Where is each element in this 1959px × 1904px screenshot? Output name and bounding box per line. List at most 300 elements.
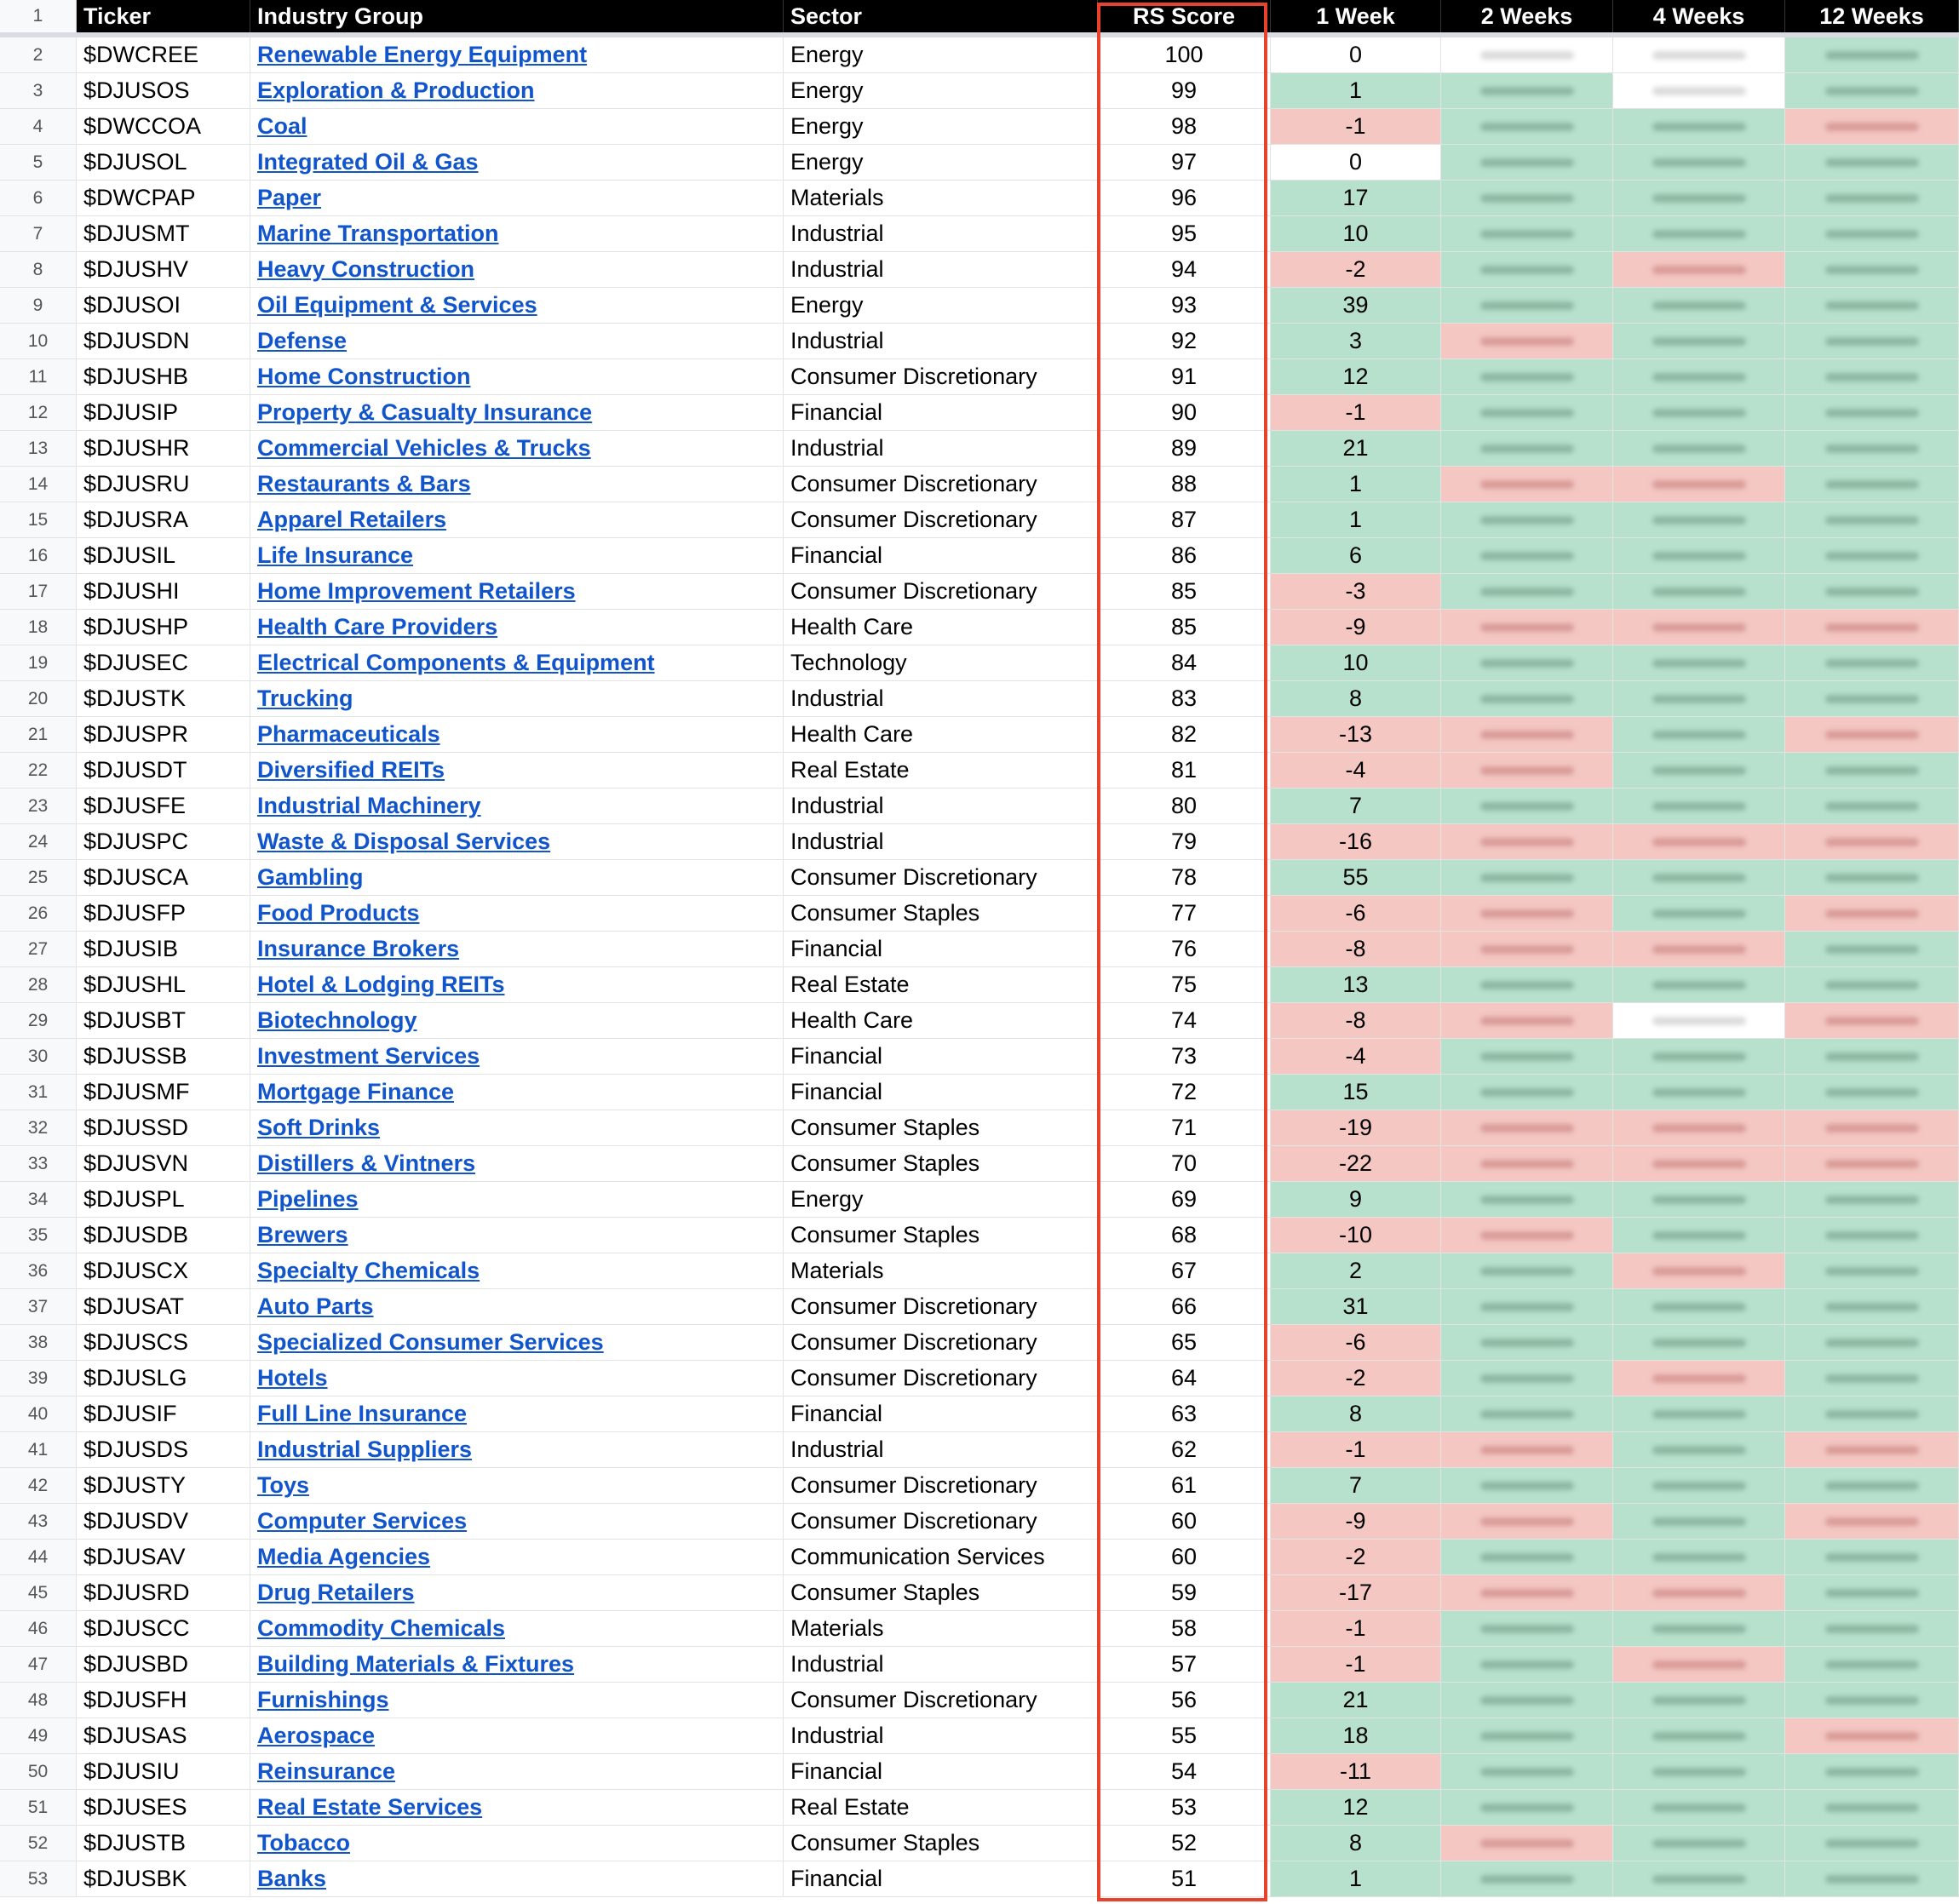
week-2-blurred-cell[interactable] [1441, 37, 1613, 72]
week-4-blurred-cell[interactable] [1613, 1861, 1785, 1896]
ticker-cell[interactable]: $DJUSMF [77, 1075, 250, 1110]
industry-group-link[interactable]: Exploration & Production [257, 77, 535, 103]
ticker-cell[interactable]: $DJUSRA [77, 502, 250, 537]
week-4-blurred-cell[interactable] [1613, 967, 1785, 1002]
rs-score-cell[interactable]: 51 [1098, 1861, 1271, 1896]
industry-group-link[interactable]: Diversified REITs [257, 757, 445, 783]
rs-score-cell[interactable]: 56 [1098, 1683, 1271, 1718]
row-number[interactable]: 32 [0, 1110, 77, 1145]
industry-group-cell[interactable] [250, 252, 784, 287]
rs-score-cell[interactable]: 95 [1098, 216, 1271, 251]
week-2-blurred-cell[interactable] [1441, 717, 1613, 752]
week-12-blurred-cell[interactable] [1785, 252, 1959, 287]
sector-cell[interactable]: Consumer Staples [784, 1218, 1098, 1253]
week-4-blurred-cell[interactable] [1613, 1647, 1785, 1682]
week-12-blurred-cell[interactable] [1785, 574, 1959, 609]
ticker-cell[interactable]: $DJUSFP [77, 896, 250, 931]
week-12-blurred-cell[interactable] [1785, 717, 1959, 752]
industry-group-link[interactable]: Pharmaceuticals [257, 721, 440, 747]
sector-cell[interactable]: Industrial [784, 1432, 1098, 1467]
industry-group-cell[interactable] [250, 1718, 784, 1753]
row-number[interactable]: 42 [0, 1468, 77, 1503]
week-2-blurred-cell[interactable] [1441, 502, 1613, 537]
week-4-blurred-cell[interactable] [1613, 824, 1785, 859]
week-2-blurred-cell[interactable] [1441, 288, 1613, 323]
row-number[interactable]: 51 [0, 1790, 77, 1825]
rs-score-cell[interactable]: 80 [1098, 789, 1271, 823]
row-number[interactable]: 5 [0, 145, 77, 180]
ticker-cell[interactable]: $DJUSAT [77, 1289, 250, 1324]
week-1-change-cell[interactable]: -6 [1271, 896, 1441, 931]
row-number[interactable]: 27 [0, 932, 77, 966]
week-2-blurred-cell[interactable] [1441, 1110, 1613, 1145]
row-number[interactable]: 52 [0, 1826, 77, 1861]
industry-group-link[interactable]: Tobacco [257, 1830, 351, 1855]
industry-group-cell[interactable] [250, 324, 784, 358]
row-number[interactable]: 37 [0, 1289, 77, 1324]
week-1-change-cell[interactable]: 3 [1271, 324, 1441, 358]
week-2-blurred-cell[interactable] [1441, 681, 1613, 716]
week-2-blurred-cell[interactable] [1441, 896, 1613, 931]
week-1-change-cell[interactable]: 12 [1271, 1790, 1441, 1825]
ticker-cell[interactable]: $DJUSHR [77, 431, 250, 466]
ticker-cell[interactable]: $DJUSDT [77, 753, 250, 788]
industry-group-cell[interactable] [250, 1075, 784, 1110]
rs-score-cell[interactable]: 61 [1098, 1468, 1271, 1503]
sector-cell[interactable]: Financial [784, 1861, 1098, 1896]
rs-score-cell[interactable]: 74 [1098, 1003, 1271, 1038]
week-2-blurred-cell[interactable] [1441, 1611, 1613, 1646]
industry-group-cell[interactable] [250, 681, 784, 716]
week-1-change-cell[interactable]: 21 [1271, 1683, 1441, 1718]
rs-score-cell[interactable]: 93 [1098, 288, 1271, 323]
header-1-week[interactable]: 1 Week [1271, 0, 1441, 32]
row-number[interactable]: 18 [0, 610, 77, 645]
week-2-blurred-cell[interactable] [1441, 967, 1613, 1002]
week-1-change-cell[interactable]: -2 [1271, 252, 1441, 287]
row-number[interactable]: 1 [0, 0, 77, 32]
week-12-blurred-cell[interactable] [1785, 1218, 1959, 1253]
week-1-change-cell[interactable]: -2 [1271, 1540, 1441, 1574]
rs-score-cell[interactable]: 100 [1098, 37, 1271, 72]
week-4-blurred-cell[interactable] [1613, 431, 1785, 466]
industry-group-link[interactable]: Distillers & Vintners [257, 1150, 476, 1176]
ticker-cell[interactable]: $DJUSDS [77, 1432, 250, 1467]
industry-group-cell[interactable] [250, 1146, 784, 1181]
sector-cell[interactable]: Industrial [784, 252, 1098, 287]
week-12-blurred-cell[interactable] [1785, 324, 1959, 358]
week-2-blurred-cell[interactable] [1441, 753, 1613, 788]
industry-group-cell[interactable] [250, 1504, 784, 1539]
week-2-blurred-cell[interactable] [1441, 1218, 1613, 1253]
week-1-change-cell[interactable]: 1 [1271, 502, 1441, 537]
week-12-blurred-cell[interactable] [1785, 467, 1959, 502]
industry-group-link[interactable]: Insurance Brokers [257, 936, 460, 961]
ticker-cell[interactable]: $DJUSSD [77, 1110, 250, 1145]
week-1-change-cell[interactable]: 12 [1271, 359, 1441, 394]
industry-group-link[interactable]: Real Estate Services [257, 1794, 483, 1820]
industry-group-cell[interactable] [250, 1575, 784, 1610]
week-2-blurred-cell[interactable] [1441, 538, 1613, 573]
rs-score-cell[interactable]: 76 [1098, 932, 1271, 966]
rs-score-cell[interactable]: 54 [1098, 1754, 1271, 1789]
week-2-blurred-cell[interactable] [1441, 467, 1613, 502]
week-12-blurred-cell[interactable] [1785, 1575, 1959, 1610]
week-2-blurred-cell[interactable] [1441, 1396, 1613, 1431]
row-number[interactable]: 3 [0, 73, 77, 108]
header-rs-score[interactable]: RS Score [1098, 0, 1271, 32]
industry-group-link[interactable]: Specialty Chemicals [257, 1258, 480, 1283]
industry-group-link[interactable]: Property & Casualty Insurance [257, 399, 593, 425]
week-12-blurred-cell[interactable] [1785, 502, 1959, 537]
rs-score-cell[interactable]: 68 [1098, 1218, 1271, 1253]
ticker-cell[interactable]: $DJUSDB [77, 1218, 250, 1253]
week-1-change-cell[interactable]: 13 [1271, 967, 1441, 1002]
header-12-weeks[interactable]: 12 Weeks [1785, 0, 1959, 32]
ticker-cell[interactable]: $DWCCOA [77, 109, 250, 144]
sector-cell[interactable]: Consumer Discretionary [784, 1289, 1098, 1324]
industry-group-link[interactable]: Home Construction [257, 364, 471, 389]
week-4-blurred-cell[interactable] [1613, 1003, 1785, 1038]
week-1-change-cell[interactable]: -9 [1271, 610, 1441, 645]
ticker-cell[interactable]: $DJUSEC [77, 645, 250, 680]
week-2-blurred-cell[interactable] [1441, 645, 1613, 680]
industry-group-link[interactable]: Renewable Energy Equipment [257, 42, 588, 67]
week-12-blurred-cell[interactable] [1785, 145, 1959, 180]
row-number[interactable]: 12 [0, 395, 77, 430]
sector-cell[interactable]: Real Estate [784, 1790, 1098, 1825]
week-2-blurred-cell[interactable] [1441, 1540, 1613, 1574]
week-2-blurred-cell[interactable] [1441, 252, 1613, 287]
sector-cell[interactable]: Energy [784, 145, 1098, 180]
industry-group-cell[interactable] [250, 1432, 784, 1467]
rs-score-cell[interactable]: 85 [1098, 610, 1271, 645]
industry-group-link[interactable]: Waste & Disposal Services [257, 829, 551, 854]
sector-cell[interactable]: Technology [784, 645, 1098, 680]
ticker-cell[interactable]: $DJUSMT [77, 216, 250, 251]
industry-group-cell[interactable] [250, 1182, 784, 1217]
row-number[interactable]: 24 [0, 824, 77, 859]
industry-group-link[interactable]: Health Care Providers [257, 614, 498, 639]
week-4-blurred-cell[interactable] [1613, 610, 1785, 645]
industry-group-link[interactable]: Defense [257, 328, 348, 353]
week-4-blurred-cell[interactable] [1613, 1039, 1785, 1074]
week-2-blurred-cell[interactable] [1441, 1361, 1613, 1396]
week-12-blurred-cell[interactable] [1785, 1325, 1959, 1360]
week-2-blurred-cell[interactable] [1441, 395, 1613, 430]
week-1-change-cell[interactable]: -1 [1271, 1611, 1441, 1646]
sector-cell[interactable]: Consumer Staples [784, 1826, 1098, 1861]
sector-cell[interactable]: Consumer Discretionary [784, 1325, 1098, 1360]
week-12-blurred-cell[interactable] [1785, 1396, 1959, 1431]
week-4-blurred-cell[interactable] [1613, 1575, 1785, 1610]
week-12-blurred-cell[interactable] [1785, 1146, 1959, 1181]
industry-group-link[interactable]: Aerospace [257, 1723, 376, 1748]
rs-score-cell[interactable]: 91 [1098, 359, 1271, 394]
week-4-blurred-cell[interactable] [1613, 145, 1785, 180]
row-number[interactable]: 10 [0, 324, 77, 358]
header-sector[interactable]: Sector [784, 0, 1098, 32]
week-1-change-cell[interactable]: 39 [1271, 288, 1441, 323]
week-4-blurred-cell[interactable] [1613, 1325, 1785, 1360]
industry-group-cell[interactable] [250, 1647, 784, 1682]
sector-cell[interactable]: Industrial [784, 681, 1098, 716]
sector-cell[interactable]: Consumer Discretionary [784, 1683, 1098, 1718]
sector-cell[interactable]: Consumer Discretionary [784, 574, 1098, 609]
sector-cell[interactable]: Real Estate [784, 967, 1098, 1002]
row-number[interactable]: 29 [0, 1003, 77, 1038]
week-1-change-cell[interactable]: -17 [1271, 1575, 1441, 1610]
sector-cell[interactable]: Industrial [784, 216, 1098, 251]
week-4-blurred-cell[interactable] [1613, 1361, 1785, 1396]
rs-score-cell[interactable]: 64 [1098, 1361, 1271, 1396]
industry-group-link[interactable]: Hotels [257, 1365, 328, 1391]
week-4-blurred-cell[interactable] [1613, 574, 1785, 609]
rs-score-cell[interactable]: 85 [1098, 574, 1271, 609]
week-1-change-cell[interactable]: -11 [1271, 1754, 1441, 1789]
sector-cell[interactable]: Communication Services [784, 1540, 1098, 1574]
week-12-blurred-cell[interactable] [1785, 860, 1959, 895]
ticker-cell[interactable]: $DJUSPR [77, 717, 250, 752]
row-number[interactable]: 47 [0, 1647, 77, 1682]
week-12-blurred-cell[interactable] [1785, 216, 1959, 251]
week-4-blurred-cell[interactable] [1613, 1432, 1785, 1467]
rs-score-cell[interactable]: 73 [1098, 1039, 1271, 1074]
ticker-cell[interactable]: $DJUSES [77, 1790, 250, 1825]
rs-score-cell[interactable]: 92 [1098, 324, 1271, 358]
week-1-change-cell[interactable]: -19 [1271, 1110, 1441, 1145]
industry-group-cell[interactable] [250, 896, 784, 931]
industry-group-cell[interactable] [250, 1540, 784, 1574]
week-4-blurred-cell[interactable] [1613, 1075, 1785, 1110]
row-number[interactable]: 6 [0, 181, 77, 215]
row-number[interactable]: 9 [0, 288, 77, 323]
week-1-change-cell[interactable]: 21 [1271, 431, 1441, 466]
row-number[interactable]: 7 [0, 216, 77, 251]
week-4-blurred-cell[interactable] [1613, 1540, 1785, 1574]
row-number[interactable]: 50 [0, 1754, 77, 1789]
week-4-blurred-cell[interactable] [1613, 789, 1785, 823]
week-12-blurred-cell[interactable] [1785, 359, 1959, 394]
industry-group-link[interactable]: Specialized Consumer Services [257, 1329, 604, 1355]
week-1-change-cell[interactable]: -13 [1271, 717, 1441, 752]
industry-group-link[interactable]: Paper [257, 185, 322, 210]
week-4-blurred-cell[interactable] [1613, 1253, 1785, 1288]
rs-score-cell[interactable]: 78 [1098, 860, 1271, 895]
week-12-blurred-cell[interactable] [1785, 1504, 1959, 1539]
header-2-weeks[interactable]: 2 Weeks [1441, 0, 1613, 32]
rs-score-cell[interactable]: 66 [1098, 1289, 1271, 1324]
ticker-cell[interactable]: $DJUSBK [77, 1861, 250, 1896]
industry-group-cell[interactable] [250, 359, 784, 394]
week-1-change-cell[interactable]: -16 [1271, 824, 1441, 859]
rs-score-cell[interactable]: 86 [1098, 538, 1271, 573]
industry-group-cell[interactable] [250, 1110, 784, 1145]
week-1-change-cell[interactable]: -8 [1271, 1003, 1441, 1038]
sector-cell[interactable]: Consumer Staples [784, 1110, 1098, 1145]
ticker-cell[interactable]: $DJUSSB [77, 1039, 250, 1074]
week-2-blurred-cell[interactable] [1441, 1075, 1613, 1110]
industry-group-link[interactable]: Furnishings [257, 1687, 389, 1712]
row-number[interactable]: 40 [0, 1396, 77, 1431]
week-12-blurred-cell[interactable] [1785, 1611, 1959, 1646]
week-4-blurred-cell[interactable] [1613, 324, 1785, 358]
week-2-blurred-cell[interactable] [1441, 1289, 1613, 1324]
rs-score-cell[interactable]: 83 [1098, 681, 1271, 716]
industry-group-link[interactable]: Computer Services [257, 1508, 468, 1534]
week-2-blurred-cell[interactable] [1441, 1182, 1613, 1217]
week-12-blurred-cell[interactable] [1785, 1432, 1959, 1467]
week-1-change-cell[interactable]: -3 [1271, 574, 1441, 609]
ticker-cell[interactable]: $DJUSFE [77, 789, 250, 823]
row-number[interactable]: 15 [0, 502, 77, 537]
ticker-cell[interactable]: $DJUSVN [77, 1146, 250, 1181]
week-1-change-cell[interactable]: 8 [1271, 1396, 1441, 1431]
industry-group-link[interactable]: Home Improvement Retailers [257, 578, 576, 604]
week-12-blurred-cell[interactable] [1785, 1683, 1959, 1718]
week-4-blurred-cell[interactable] [1613, 645, 1785, 680]
week-4-blurred-cell[interactable] [1613, 1504, 1785, 1539]
industry-group-link[interactable]: Oil Equipment & Services [257, 292, 537, 318]
week-1-change-cell[interactable]: 8 [1271, 1826, 1441, 1861]
ticker-cell[interactable]: $DJUSDV [77, 1504, 250, 1539]
industry-group-cell[interactable] [250, 73, 784, 108]
week-1-change-cell[interactable]: -2 [1271, 1361, 1441, 1396]
row-number[interactable]: 16 [0, 538, 77, 573]
industry-group-link[interactable]: Gambling [257, 864, 364, 890]
sector-cell[interactable]: Consumer Staples [784, 1575, 1098, 1610]
row-number[interactable]: 53 [0, 1861, 77, 1896]
rs-score-cell[interactable]: 97 [1098, 145, 1271, 180]
ticker-cell[interactable]: $DJUSIF [77, 1396, 250, 1431]
industry-group-cell[interactable] [250, 1361, 784, 1396]
week-4-blurred-cell[interactable] [1613, 1468, 1785, 1503]
industry-group-cell[interactable] [250, 538, 784, 573]
week-2-blurred-cell[interactable] [1441, 1754, 1613, 1789]
week-2-blurred-cell[interactable] [1441, 1647, 1613, 1682]
sector-cell[interactable]: Industrial [784, 431, 1098, 466]
week-4-blurred-cell[interactable] [1613, 216, 1785, 251]
week-2-blurred-cell[interactable] [1441, 1325, 1613, 1360]
industry-group-cell[interactable] [250, 109, 784, 144]
industry-group-link[interactable]: Media Agencies [257, 1544, 431, 1569]
week-2-blurred-cell[interactable] [1441, 1683, 1613, 1718]
industry-group-cell[interactable] [250, 288, 784, 323]
row-number[interactable]: 22 [0, 753, 77, 788]
week-12-blurred-cell[interactable] [1785, 1361, 1959, 1396]
week-4-blurred-cell[interactable] [1613, 1146, 1785, 1181]
rs-score-cell[interactable]: 60 [1098, 1540, 1271, 1574]
row-number[interactable]: 43 [0, 1504, 77, 1539]
week-4-blurred-cell[interactable] [1613, 359, 1785, 394]
week-2-blurred-cell[interactable] [1441, 145, 1613, 180]
rs-score-cell[interactable]: 88 [1098, 467, 1271, 502]
industry-group-cell[interactable] [250, 181, 784, 215]
industry-group-cell[interactable] [250, 1003, 784, 1038]
week-4-blurred-cell[interactable] [1613, 538, 1785, 573]
row-number[interactable]: 30 [0, 1039, 77, 1074]
week-2-blurred-cell[interactable] [1441, 574, 1613, 609]
week-4-blurred-cell[interactable] [1613, 37, 1785, 72]
industry-group-cell[interactable] [250, 860, 784, 895]
industry-group-link[interactable]: Trucking [257, 685, 353, 711]
week-4-blurred-cell[interactable] [1613, 932, 1785, 966]
ticker-cell[interactable]: $DJUSIP [77, 395, 250, 430]
week-1-change-cell[interactable]: -9 [1271, 1504, 1441, 1539]
row-number[interactable]: 14 [0, 467, 77, 502]
rs-score-cell[interactable]: 53 [1098, 1790, 1271, 1825]
week-12-blurred-cell[interactable] [1785, 1003, 1959, 1038]
rs-score-cell[interactable]: 99 [1098, 73, 1271, 108]
industry-group-link[interactable]: Apparel Retailers [257, 507, 447, 532]
week-1-change-cell[interactable]: 55 [1271, 860, 1441, 895]
week-4-blurred-cell[interactable] [1613, 1790, 1785, 1825]
row-number[interactable]: 38 [0, 1325, 77, 1360]
industry-group-cell[interactable] [250, 1683, 784, 1718]
week-1-change-cell[interactable]: 2 [1271, 1253, 1441, 1288]
row-number[interactable]: 34 [0, 1182, 77, 1217]
sector-cell[interactable]: Consumer Staples [784, 896, 1098, 931]
week-12-blurred-cell[interactable] [1785, 1110, 1959, 1145]
week-1-change-cell[interactable]: 7 [1271, 789, 1441, 823]
rs-score-cell[interactable]: 75 [1098, 967, 1271, 1002]
week-1-change-cell[interactable]: -1 [1271, 1647, 1441, 1682]
week-2-blurred-cell[interactable] [1441, 1253, 1613, 1288]
rs-score-cell[interactable]: 84 [1098, 645, 1271, 680]
ticker-cell[interactable]: $DJUSDN [77, 324, 250, 358]
ticker-cell[interactable]: $DJUSIL [77, 538, 250, 573]
week-1-change-cell[interactable]: -4 [1271, 1039, 1441, 1074]
week-2-blurred-cell[interactable] [1441, 860, 1613, 895]
rs-score-cell[interactable]: 52 [1098, 1826, 1271, 1861]
row-number[interactable]: 39 [0, 1361, 77, 1396]
sector-cell[interactable]: Materials [784, 1611, 1098, 1646]
rs-score-cell[interactable]: 69 [1098, 1182, 1271, 1217]
week-12-blurred-cell[interactable] [1785, 73, 1959, 108]
industry-group-cell[interactable] [250, 145, 784, 180]
header-ticker[interactable]: Ticker [77, 0, 250, 32]
row-number[interactable]: 25 [0, 860, 77, 895]
week-1-change-cell[interactable]: 0 [1271, 37, 1441, 72]
sector-cell[interactable]: Consumer Discretionary [784, 502, 1098, 537]
week-1-change-cell[interactable]: 0 [1271, 145, 1441, 180]
ticker-cell[interactable]: $DJUSLG [77, 1361, 250, 1396]
industry-group-link[interactable]: Building Materials & Fixtures [257, 1651, 575, 1677]
week-12-blurred-cell[interactable] [1785, 1754, 1959, 1789]
week-1-change-cell[interactable]: 18 [1271, 1718, 1441, 1753]
rs-score-cell[interactable]: 79 [1098, 824, 1271, 859]
sector-cell[interactable]: Health Care [784, 1003, 1098, 1038]
sector-cell[interactable]: Financial [784, 1039, 1098, 1074]
industry-group-link[interactable]: Electrical Components & Equipment [257, 650, 655, 675]
industry-group-link[interactable]: Industrial Machinery [257, 793, 481, 818]
industry-group-link[interactable]: Auto Parts [257, 1293, 374, 1319]
week-4-blurred-cell[interactable] [1613, 860, 1785, 895]
industry-group-cell[interactable] [250, 789, 784, 823]
sector-cell[interactable]: Financial [784, 538, 1098, 573]
ticker-cell[interactable]: $DJUSPC [77, 824, 250, 859]
week-1-change-cell[interactable]: -1 [1271, 109, 1441, 144]
week-4-blurred-cell[interactable] [1613, 1396, 1785, 1431]
industry-group-link[interactable]: Heavy Construction [257, 256, 475, 282]
ticker-cell[interactable]: $DJUSBD [77, 1647, 250, 1682]
sector-cell[interactable]: Financial [784, 1396, 1098, 1431]
ticker-cell[interactable]: $DJUSHI [77, 574, 250, 609]
industry-group-cell[interactable] [250, 610, 784, 645]
week-1-change-cell[interactable]: 31 [1271, 1289, 1441, 1324]
week-1-change-cell[interactable]: 15 [1271, 1075, 1441, 1110]
rs-score-cell[interactable]: 77 [1098, 896, 1271, 931]
